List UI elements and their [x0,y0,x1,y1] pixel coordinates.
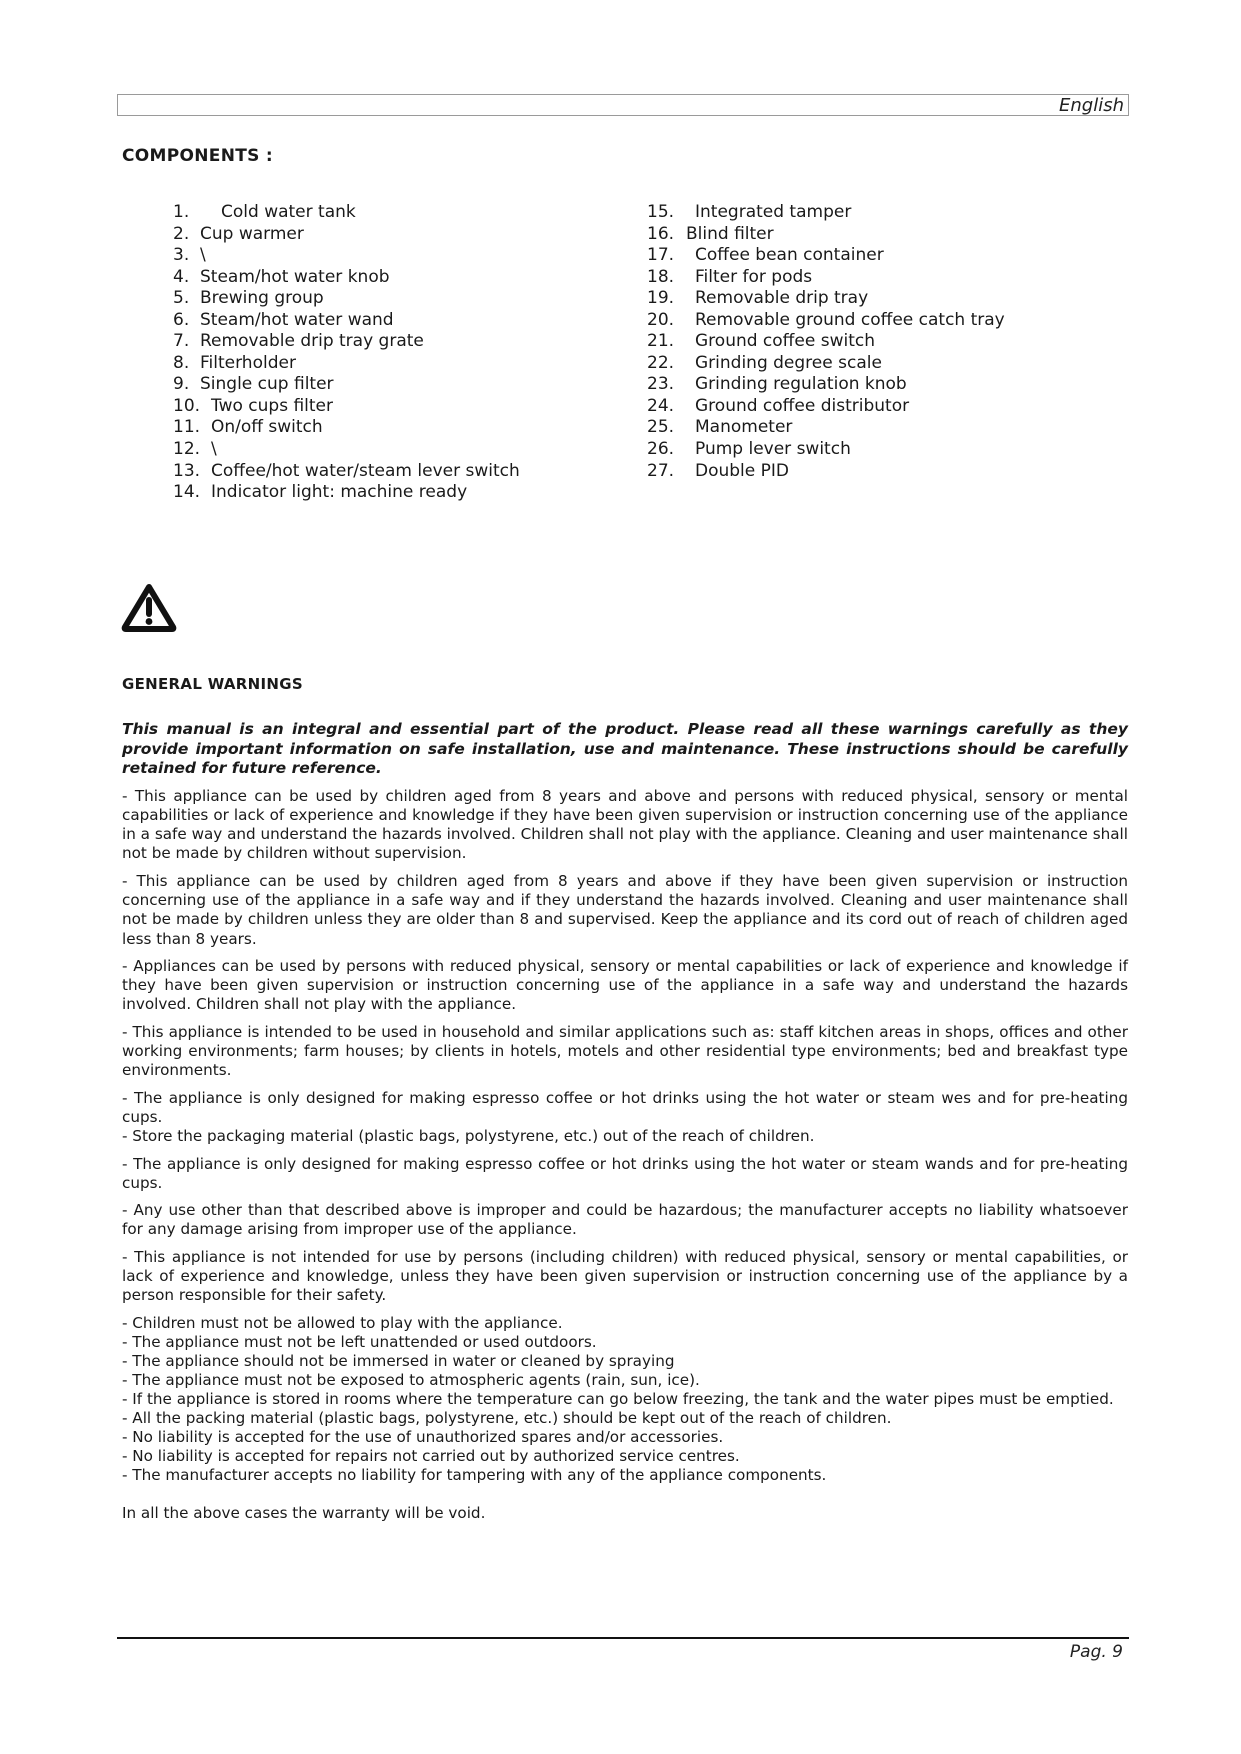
warning-paragraph: - This appliance is intended to be used in household and similar applications such as: staff kitchen areas in shops, offices and other working environments; farm houses; by clients in hotels, motels and other residential type environments; bed and breakfast type environments. [122,1022,1128,1080]
warning-paragraph: - This appliance can be used by children aged from 8 years and above if they have been given supervision or instruction concerning use of the appliance in a safe way and if they understand the hazards involved. Cleaning and user maintenance shall not be made by children unless they are older than 8 and supervised. Keep the appliance and its cord out of reach of children aged less than 8 years. [122,871,1128,948]
warning-paragraph: - Store the packaging material (plastic bags, polystyrene, etc.) out of the reach of children. [122,1127,815,1146]
warning-paragraph: - The appliance is only designed for making espresso coffee or hot drinks using the hot water or steam wands and for pre-heating cups. [122,1154,1128,1192]
warning-line: - The manufacturer accepts no liability for tampering with any of the appliance components. [122,1466,827,1485]
warning-line: - The appliance should not be immersed in water or cleaned by spraying [122,1351,675,1370]
list-item: 26. Pump lever switch [647,439,851,460]
warning-paragraph: - The appliance is only designed for making espresso coffee or hot drinks using the hot water or steam wes and for pre-heating cups. [122,1088,1128,1126]
warning-line: - Children must not be allowed to play with the appliance. [122,1313,563,1332]
warning-line: - The appliance must not be exposed to atmospheric agents (rain, sun, ice). [122,1370,700,1389]
warning-line: - If the appliance is stored in rooms where the temperature can go below freezing, the tank and the water pipes must be emptied. [122,1390,1114,1408]
list-item: 19. Removable drip tray [647,288,869,309]
list-item: 10. Two cups filter [173,395,333,416]
list-item: 23. Grinding regulation knob [647,374,907,395]
warning-line: - The appliance must not be left unattended or used outdoors. [122,1332,597,1351]
warnings-content [122,720,1128,1524]
list-item: 7. Removable drip tray grate [173,331,424,352]
list-item: 4. Steam/hot water knob [173,266,390,287]
footer-rule [117,1637,1129,1639]
components-list-right [647,202,1005,482]
header-box [117,94,1129,116]
warning-lines [122,1314,1128,1486]
warranty-void-note: In all the above cases the warranty will be void. [122,1504,486,1523]
warnings-intro: This manual is an integral and essential part of the product. Please read all these warnings carefully as they provide important information on safe installation, use and maintenance. These instructions should be carefully retained for future reference. [122,720,1128,777]
list-item: 1. Cold water tank [173,202,356,222]
list-item: 12. \ [173,439,217,460]
warning-paragraph: - Any use other than that described above is improper and could be hazardous; the manufacturer accepts no liability whatsoever for any damage arising from improper use of the appliance. [122,1201,1128,1239]
warning-line: - All the packing material (plastic bags, polystyrene, etc.) should be kept out of the reach of children. [122,1409,892,1428]
list-item: 25. Manometer [647,417,793,438]
warning-paragraph: - This appliance is not intended for use by persons (including children) with reduced physical, sensory or mental capabilities, or lack of experience and knowledge, unless they have been given supervision or instruction concerning use of the appliance by a person responsible for their safety. [122,1247,1128,1305]
list-item: 8. Filterholder [173,352,296,373]
list-item: 5. Brewing group [173,288,324,309]
warning-paragraph: - Appliances can be used by persons with reduced physical, sensory or mental capabilities or lack of experience and knowledge if they have been given supervision or instruction concerning use of the appliance in a safe way and understand the hazards involved. Children shall not play with the appliance. [122,956,1128,1014]
list-item: 27. Double PID [647,460,789,481]
list-item: 15. Integrated tamper [647,202,852,222]
header-language: English [1059,95,1124,116]
warning-line: - No liability is accepted for the use of unauthorized spares and/or accessories. [122,1428,724,1447]
list-item: 16. Blind filter [647,223,774,244]
warning-paragraph: - This appliance can be used by children aged from 8 years and above and persons with reduced physical, sensory or mental capabilities or lack of experience and knowledge if they have been given supervision or instruction concerning use of the appliance in a safe way and understand the hazards involved. Children shall not play with the appliance. Cleaning and user maintenance shall not be made by children without supervision. [122,786,1128,863]
list-item: 22. Grinding degree scale [647,352,882,373]
list-item: 2. Cup warmer [173,223,304,244]
page-number: Pag. 9 [1069,1642,1123,1662]
list-item: 21. Ground coffee switch [647,331,875,352]
warning-triangle-icon [121,583,177,633]
list-item: 3. \ [173,245,206,266]
list-item: 11. On/off switch [173,417,323,438]
list-item: 24. Ground coffee distributor [647,395,910,416]
list-item: 6. Steam/hot water wand [173,309,394,330]
general-warnings-title: GENERAL WARNINGS [122,675,303,693]
list-item: 20. Removable ground coffee catch tray [647,309,1005,330]
list-item: 18. Filter for pods [647,266,813,287]
list-item: 17. Coffee bean container [647,245,884,266]
components-title: COMPONENTS : [122,146,273,166]
list-item: 14. Indicator light: machine ready [173,482,468,503]
components-list-left [173,202,520,504]
list-item: 9. Single cup filter [173,374,334,395]
list-item: 13. Coffee/hot water/steam lever switch [173,460,520,481]
warning-line: - No liability is accepted for repairs not carried out by authorized service centres. [122,1447,740,1466]
